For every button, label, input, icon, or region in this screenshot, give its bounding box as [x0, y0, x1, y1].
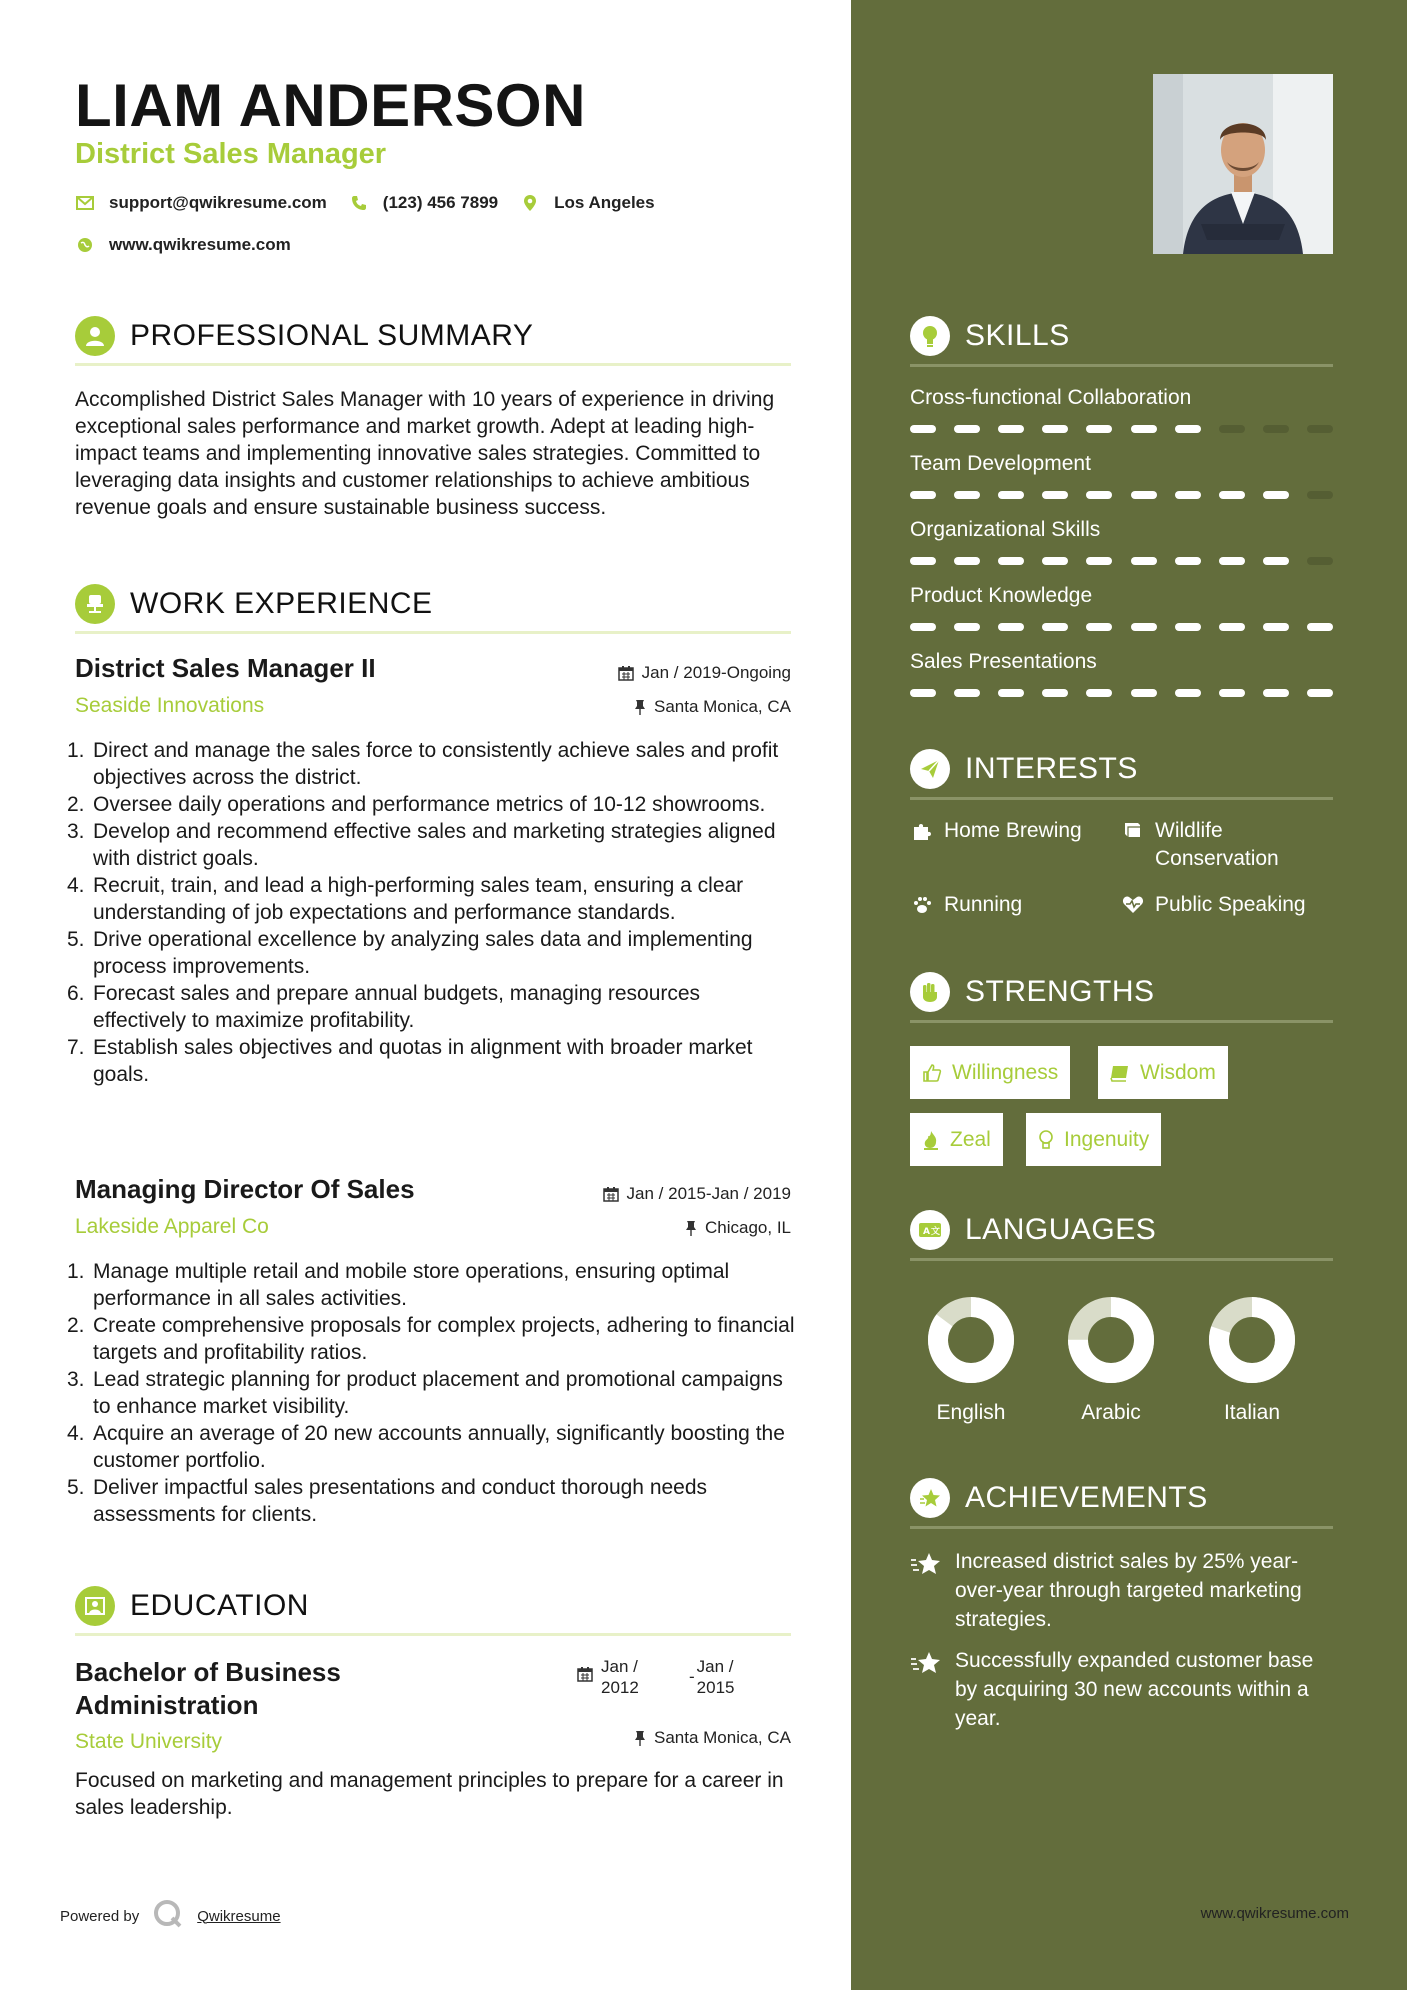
skill-name: Organizational Skills — [910, 518, 1101, 541]
book-icon — [1121, 817, 1145, 841]
star-award-icon — [910, 1478, 950, 1518]
list-item: 2. Create comprehensive proposals for complex projects, adhering to financial targets and profitability ratios. — [67, 1314, 795, 1364]
skill-level-dash — [1086, 623, 1112, 631]
list-item: 4. Acquire an average of 20 new accounts annually, significantly boosting the customer portfolio. — [67, 1422, 785, 1472]
contact-location — [520, 193, 654, 213]
skill-level-dash — [1307, 491, 1333, 499]
lightbulb-icon — [1038, 1130, 1054, 1150]
skill-level-dash — [1086, 425, 1112, 433]
list-item: 1. Manage multiple retail and mobile store operations, ensuring optimal performance in all sales activities. — [67, 1260, 730, 1310]
achievements-title: ACHIEVEMENTS — [965, 1481, 1208, 1514]
skill-level-dash — [1263, 689, 1289, 697]
skill-level-dash — [1219, 689, 1245, 697]
list-item: 5. Drive operational excellence by analyzing sales data and implementing process improvements. — [67, 928, 753, 978]
lightbulb-icon — [910, 316, 950, 356]
language-icon — [910, 1210, 950, 1250]
skill-level-dash — [910, 623, 936, 631]
list-item: 3. Develop and recommend effective sales and marketing strategies aligned with district goals. — [67, 820, 776, 870]
language-donut — [926, 1295, 1016, 1385]
skill-level-dash — [1263, 425, 1289, 433]
qwikresume-link[interactable]: Qwikresume — [197, 1907, 281, 1925]
skill-name: Team Development — [910, 452, 1091, 475]
work-divider — [75, 631, 791, 634]
skill-level-dash — [1042, 425, 1068, 433]
strengths-heading — [910, 972, 1333, 1012]
job-location — [685, 1218, 791, 1238]
strengths-divider — [910, 1020, 1333, 1023]
skill-level-dash — [1086, 689, 1112, 697]
star-award-icon — [910, 1547, 955, 1634]
skill-level-dash — [1175, 689, 1201, 697]
list-item: 4. Recruit, train, and lead a high-performing sales team, ensuring a clear understanding of job expectations and performance standards. — [67, 874, 744, 924]
phone-text: (123) 456 7899 — [382, 193, 499, 212]
language-item — [1197, 1295, 1307, 1425]
skill-level-dash — [1175, 425, 1201, 433]
interest-item: Running — [910, 891, 1022, 919]
language-name: English — [936, 1401, 1006, 1424]
briefcase-chair-icon — [75, 584, 115, 624]
skill-level-dash — [998, 623, 1024, 631]
pin-icon — [634, 699, 646, 715]
user-icon — [75, 316, 115, 356]
skill-level-dash — [1219, 425, 1245, 433]
achievement-item: Successfully expanded customer base by acquiring 30 new accounts within a year. — [910, 1646, 1333, 1733]
thumbs-up-icon — [922, 1063, 942, 1083]
phone-icon — [349, 193, 369, 213]
achievement-item: Increased district sales by 25% year-over-year through targeted marketing strategies. — [910, 1547, 1333, 1634]
skill-level-dash — [1263, 557, 1289, 565]
job-company: Lakeside Apparel Co — [75, 1215, 269, 1238]
calendar-icon — [603, 1186, 619, 1202]
job-location-text: Chicago, IL — [705, 1218, 791, 1237]
work-heading — [75, 584, 791, 624]
education-location — [634, 1728, 791, 1748]
pin-icon — [634, 1730, 646, 1746]
skill-level-dash — [954, 425, 980, 433]
skill-level-dash — [954, 689, 980, 697]
education-text: Focused on marketing and management principles to prepare for a career in sales leadership. — [75, 1769, 784, 1819]
summary-title: PROFESSIONAL SUMMARY — [130, 319, 534, 352]
job-dates — [618, 663, 791, 683]
skills-heading — [910, 316, 1333, 356]
list-item: 5. Deliver impactful sales presentations and conduct thorough needs assessments for clients. — [67, 1476, 708, 1526]
achievements-heading — [910, 1478, 1333, 1518]
strength-badge: Willingness — [910, 1046, 1070, 1099]
skill-level-dash — [954, 623, 980, 631]
fire-icon — [922, 1130, 940, 1150]
skill-level-dash — [1307, 689, 1333, 697]
skill-level-dash — [1086, 557, 1112, 565]
skill-level-dash — [910, 491, 936, 499]
skill-level-dash — [954, 491, 980, 499]
job-title: District Sales Manager II — [75, 653, 376, 683]
degree-title: Bachelor of Business Administration — [75, 1657, 341, 1720]
languages-divider — [910, 1258, 1333, 1261]
profile-photo — [1153, 74, 1333, 254]
interest-item: Home Brewing — [910, 817, 1082, 845]
strength-badge: Zeal — [910, 1113, 1003, 1166]
skill-meter — [910, 623, 1333, 631]
date-separator: - — [689, 1667, 695, 1686]
interest-item: Public Speaking — [1121, 891, 1306, 919]
job-location — [634, 697, 791, 717]
skill-name: Cross-functional Collaboration — [910, 386, 1192, 409]
skill-level-dash — [1086, 491, 1112, 499]
map-pin-icon — [520, 193, 540, 213]
globe-icon — [75, 235, 95, 255]
powered-by-label: Powered by — [60, 1907, 140, 1925]
skill-level-dash — [1042, 623, 1068, 631]
qwikresume-logo-icon — [153, 1899, 183, 1933]
job-company: Seaside Innovations — [75, 694, 265, 717]
skill-name: Sales Presentations — [910, 650, 1097, 673]
skill-level-dash — [1307, 425, 1333, 433]
skill-level-dash — [1042, 689, 1068, 697]
skill-level-dash — [1263, 623, 1289, 631]
star-award-icon — [910, 1646, 955, 1733]
skill-level-dash — [1175, 491, 1201, 499]
book-icon — [1110, 1064, 1130, 1082]
pin-icon — [685, 1220, 697, 1236]
skill-level-dash — [998, 557, 1024, 565]
list-item: 2. Oversee daily operations and performance metrics of 10-12 showrooms. — [67, 793, 766, 816]
skill-level-dash — [1042, 491, 1068, 499]
job-location-text: Santa Monica, CA — [653, 697, 791, 716]
site-link[interactable]: www.qwikresume.com — [1200, 1905, 1349, 1922]
heartbeat-icon — [1121, 891, 1145, 915]
skill-level-dash — [1131, 689, 1157, 697]
skill-level-dash — [1263, 491, 1289, 499]
skill-level-dash — [998, 425, 1024, 433]
skill-name: Product Knowledge — [910, 584, 1093, 607]
skill-meter — [910, 689, 1333, 697]
skill-level-dash — [1175, 557, 1201, 565]
svg-text:文: 文 — [931, 1227, 941, 1237]
job-title: Managing Director Of Sales — [75, 1174, 415, 1204]
job-duties — [67, 1258, 797, 1528]
skill-level-dash — [1131, 557, 1157, 565]
strength-badge: Ingenuity — [1026, 1113, 1161, 1166]
contact-phone[interactable] — [349, 193, 498, 213]
skill-level-dash — [1042, 557, 1068, 565]
strengths-title: STRENGTHS — [965, 975, 1155, 1008]
summary-divider — [75, 363, 791, 366]
skill-level-dash — [1175, 623, 1201, 631]
skill-level-dash — [1219, 623, 1245, 631]
skill-meter — [910, 425, 1333, 433]
languages-heading — [910, 1210, 1333, 1250]
skill-meter — [910, 491, 1333, 499]
skills-divider — [910, 364, 1333, 367]
skill-level-dash — [910, 557, 936, 565]
education-end: Jan / 2015 — [696, 1657, 735, 1697]
summary-text: Accomplished District Sales Manager with 10 years of experience in driving exceptional sales performance and market growth. Adept at leading high-impact teams and implementing innovative sales strategies. Committed to leveraging data insights and customer relationships to achieve ambitious revenue goals and ensure sustainable business success. — [75, 388, 775, 519]
contact-row — [75, 193, 677, 213]
skill-meter — [910, 557, 1333, 565]
job-dates-text: Jan / 2015-Jan / 2019 — [626, 1184, 791, 1203]
job-dates-text: Jan / 2019-Ongoing — [641, 663, 791, 682]
languages-title: LANGUAGES — [965, 1213, 1157, 1246]
education-divider — [75, 1633, 791, 1636]
location-text: Los Angeles — [554, 193, 655, 212]
skill-level-dash — [954, 557, 980, 565]
skill-level-dash — [1307, 557, 1333, 565]
skills-title: SKILLS — [965, 319, 1070, 352]
skill-level-dash — [1131, 491, 1157, 499]
skill-level-dash — [910, 425, 936, 433]
list-item: 1. Direct and manage the sales force to consistently achieve sales and profit objectives across the district. — [67, 739, 779, 789]
job-dates — [603, 1184, 791, 1204]
calendar-icon — [618, 665, 634, 681]
achievements-divider — [910, 1526, 1333, 1529]
school-name: State University — [75, 1730, 223, 1753]
education-title: EDUCATION — [130, 1589, 309, 1622]
skill-level-dash — [1131, 623, 1157, 631]
education-dates — [577, 1656, 735, 1698]
language-name: Italian — [1223, 1401, 1281, 1424]
skill-level-dash — [1307, 623, 1333, 631]
skill-level-dash — [998, 491, 1024, 499]
puzzle-icon — [910, 817, 934, 841]
skill-level-dash — [910, 689, 936, 697]
envelope-icon — [75, 193, 95, 213]
interests-title: INTERESTS — [965, 752, 1138, 785]
job-duties — [67, 737, 797, 1088]
graduation-icon — [75, 1586, 115, 1626]
education-heading — [75, 1586, 791, 1626]
strength-badge: Wisdom — [1098, 1046, 1228, 1099]
email-text: support@qwikresume.com — [109, 193, 327, 212]
candidate-name: LIAM ANDERSON — [75, 72, 586, 139]
paper-plane-icon — [910, 749, 950, 789]
powered-by — [60, 1899, 281, 1933]
fist-icon — [910, 972, 950, 1012]
list-item: 6. Forecast sales and prepare annual budgets, managing resources effectively to maximize profitability. — [67, 982, 701, 1032]
contact-email[interactable] — [75, 193, 327, 213]
contact-website[interactable] — [75, 235, 291, 255]
paw-icon — [910, 891, 934, 915]
contact-row-2 — [75, 235, 313, 255]
summary-heading — [75, 316, 791, 356]
interests-heading — [910, 749, 1333, 789]
language-donut — [1207, 1295, 1297, 1385]
language-item — [916, 1295, 1026, 1425]
list-item: 3. Lead strategic planning for product placement and promotional campaigns to enhance market visibility. — [67, 1368, 783, 1418]
skill-level-dash — [1219, 491, 1245, 499]
list-item: 7. Establish sales objectives and quotas in alignment with broader market goals. — [67, 1036, 753, 1086]
skill-level-dash — [1131, 425, 1157, 433]
calendar-icon — [577, 1656, 593, 1698]
candidate-role: District Sales Manager — [75, 138, 387, 170]
work-title: WORK EXPERIENCE — [130, 587, 433, 620]
language-name: Arabic — [1081, 1401, 1141, 1424]
svg-text:A: A — [923, 1227, 930, 1237]
language-donut — [1066, 1295, 1156, 1385]
skill-level-dash — [1219, 557, 1245, 565]
education-location-text: Santa Monica, CA — [653, 1728, 791, 1747]
interests-divider — [910, 797, 1333, 800]
skill-level-dash — [998, 689, 1024, 697]
interest-label: Wildlife Conservation — [1155, 819, 1279, 870]
website-text: www.qwikresume.com — [109, 235, 291, 254]
language-item — [1056, 1295, 1166, 1425]
education-start: Jan / 2012 — [601, 1657, 639, 1697]
interest-item — [1121, 817, 1279, 873]
